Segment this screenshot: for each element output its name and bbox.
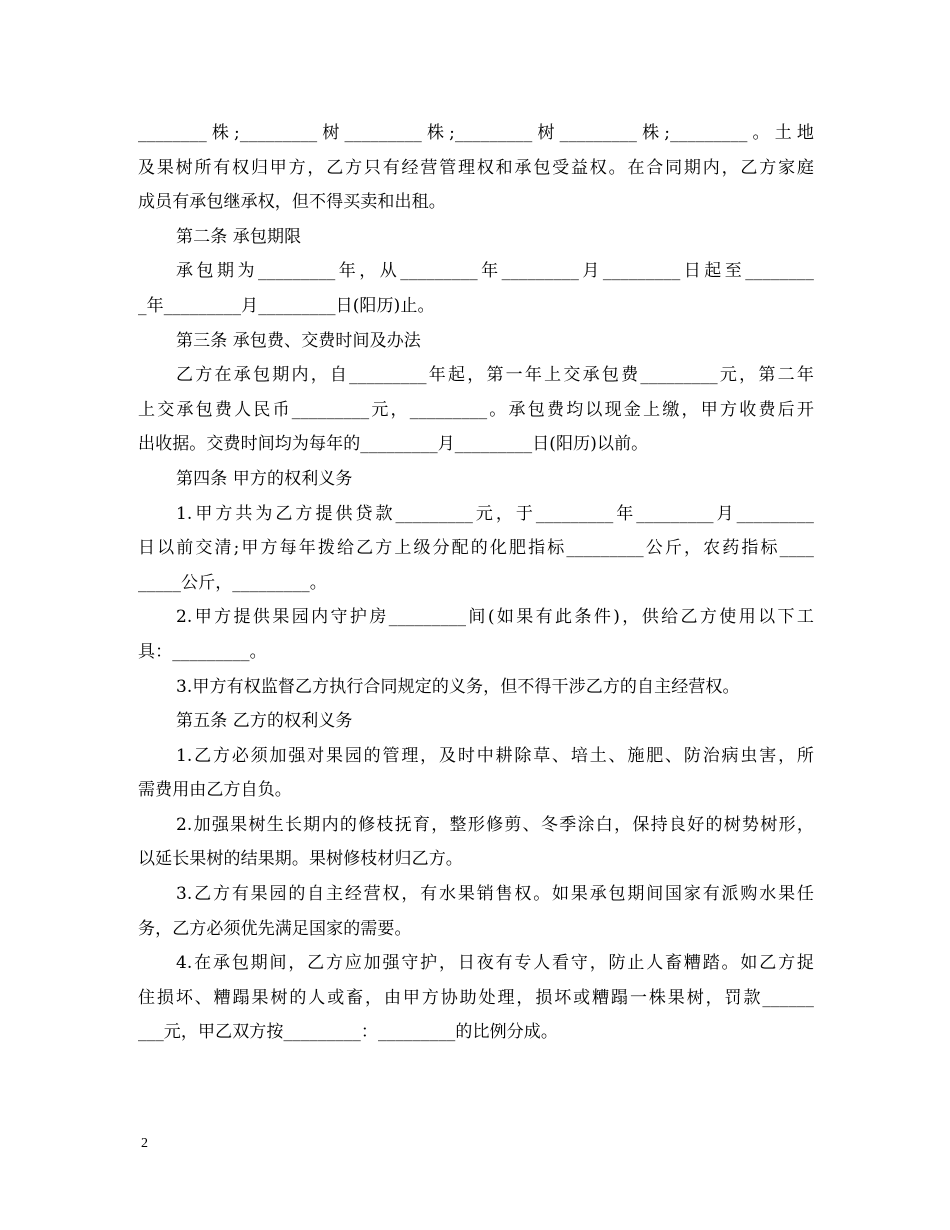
text-line: 4.在承包期间，乙方应加强守护，日夜有专人看守，防止人畜糟踏。如乙方捉 bbox=[176, 953, 814, 974]
section-heading: 第三条 承包费、交费时间及办法 bbox=[176, 330, 421, 351]
text-line: 3.甲方有权监督乙方执行合同规定的义务，但不得干涉乙方的自主经营权。 bbox=[176, 676, 740, 697]
text-line: 日以前交清;甲方每年拨给乙方上级分配的化肥指标_________公斤，农药指标____ bbox=[138, 538, 814, 559]
text-line: 1.甲方共为乙方提供贷款_________元，于_________年_________月_________ bbox=[176, 503, 814, 524]
page-number: 2 bbox=[141, 1136, 148, 1151]
text-line: 承包期为_________年，从_________年_________月_________日起至________ bbox=[176, 261, 814, 282]
text-line: 具：_________。 bbox=[138, 641, 267, 662]
text-line: _年_________月_________日(阳历)止。 bbox=[138, 295, 435, 316]
text-line: 需费用由乙方自负。 bbox=[138, 780, 292, 801]
section-heading: 第五条 乙方的权利义务 bbox=[176, 711, 353, 732]
text-line: 以延长果树的结果期。果树修枝材归乙方。 bbox=[138, 849, 463, 870]
text-line: _____公斤，_________。 bbox=[138, 572, 327, 593]
text-line: 3.乙方有果园的自主经营权，有水果销售权。如果承包期间国家有派购水果任 bbox=[176, 884, 814, 905]
text-line: ___元，甲乙双方按_________：_________的比例分成。 bbox=[138, 1022, 558, 1043]
text-line: 出收据。交费时间均为每年的_________月_________日(阳历)以前。 bbox=[138, 434, 649, 455]
text-line: 务，乙方必须优先满足国家的需要。 bbox=[138, 918, 412, 939]
text-line: 成员有承包继承权，但不得买卖和出租。 bbox=[138, 192, 446, 213]
text-line: ________株;_________树_________株;_________树_________株;_________。土地 bbox=[138, 123, 814, 143]
document-body bbox=[138, 116, 814, 1050]
text-line: 住损坏、糟蹋果树的人或畜，由甲方协助处理，损坏或糟蹋一株果树，罚款______ bbox=[138, 987, 814, 1008]
text-line: 2.甲方提供果园内守护房_________间(如果有此条件)，供给乙方使用以下工 bbox=[176, 607, 814, 628]
text-line: 2.加强果树生长期内的修枝抚育，整形修剪、冬季涂白，保持良好的树势树形， bbox=[176, 814, 814, 835]
text-line: 上交承包费人民币_________元，_________。承包费均以现金上缴，甲方收费后开 bbox=[138, 399, 814, 420]
section-heading: 第四条 甲方的权利义务 bbox=[176, 468, 353, 489]
section-heading: 第二条 承包期限 bbox=[176, 226, 302, 247]
text-line: 乙方在承包期内，自_________年起，第一年上交承包费_________元，第二年 bbox=[176, 365, 814, 386]
text-line: 1.乙方必须加强对果园的管理，及时中耕除草、培土、施肥、防治病虫害，所 bbox=[176, 745, 814, 766]
text-line: 及果树所有权归甲方，乙方只有经营管理权和承包受益权。在合同期内，乙方家庭 bbox=[138, 157, 814, 178]
